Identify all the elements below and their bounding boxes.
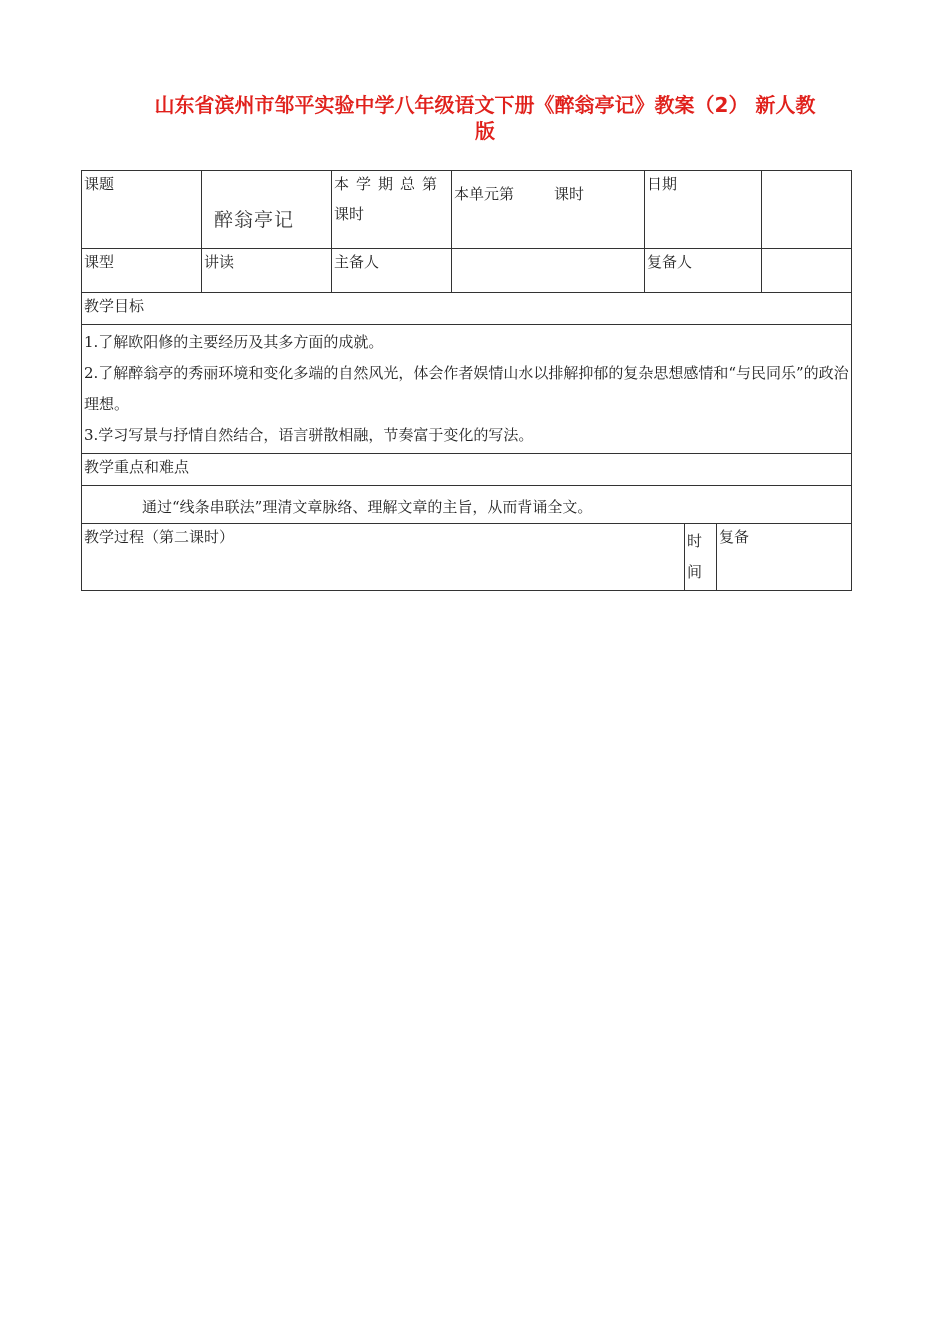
re-preparer-label: 复备人 (645, 249, 762, 293)
main-preparer-value (452, 249, 645, 293)
table-row-topic (82, 171, 852, 249)
type-label: 课型 (82, 249, 202, 293)
table-row-objectives-header (82, 293, 852, 325)
document-title (100, 92, 870, 144)
topic-label: 课题 (82, 171, 202, 249)
table-row-objectives (82, 325, 852, 454)
table-row-keypoints-header (82, 454, 852, 486)
topic-value: 醉翁亭记 (214, 209, 295, 231)
document-title-line-1: 山东省滨州市邹平实验中学八年级语文下册《醉翁亭记》教案（2） 新人教 (154, 93, 816, 117)
table-row-process (82, 524, 852, 591)
date-label: 日期 (645, 171, 762, 249)
time-label-char-1: 时 (687, 532, 703, 550)
semester-lesson-label: 本学期总第 (334, 175, 445, 193)
objectives-list (82, 325, 852, 454)
type-value: 讲读 (202, 249, 332, 293)
table-row-type (82, 249, 852, 293)
keypoints-text: 通过“线条串联法”理清文章脉络、理解文章的主旨，从而背诵全文。 (82, 486, 852, 524)
review-label: 复备 (717, 524, 852, 591)
process-label: 教学过程（第二课时） (82, 524, 685, 591)
unit-lesson-suffix: 课时 (554, 185, 585, 203)
objective-item-1: 1.了解欧阳修的主要经历及其多方面的成就。 (84, 333, 384, 351)
unit-lesson-cell (452, 171, 645, 249)
objectives-label: 教学目标 (82, 293, 852, 325)
semester-lesson-cell (332, 171, 452, 249)
unit-lesson-label: 本单元第 (454, 185, 515, 203)
re-preparer-value (762, 249, 852, 293)
objective-item-2: 2.了解醉翁亭的秀丽环境和变化多端的自然风光，体会作者娱情山水以排解抑郁的复杂思想感情和“与民同乐”的政治理想。 (84, 364, 849, 413)
time-label-cell (685, 524, 717, 591)
topic-value-cell (202, 171, 332, 249)
time-label-char-2: 间 (687, 563, 703, 581)
date-value (762, 171, 852, 249)
keypoints-label: 教学重点和难点 (82, 454, 852, 486)
semester-lesson-suffix: 课时 (334, 205, 365, 223)
lesson-plan-table (81, 170, 852, 591)
main-preparer-label: 主备人 (332, 249, 452, 293)
objective-item-3: 3.学习写景与抒情自然结合，语言骈散相融，节奏富于变化的写法。 (84, 426, 534, 444)
document-title-line-2: 版 (475, 119, 495, 143)
table-row-keypoints (82, 486, 852, 524)
